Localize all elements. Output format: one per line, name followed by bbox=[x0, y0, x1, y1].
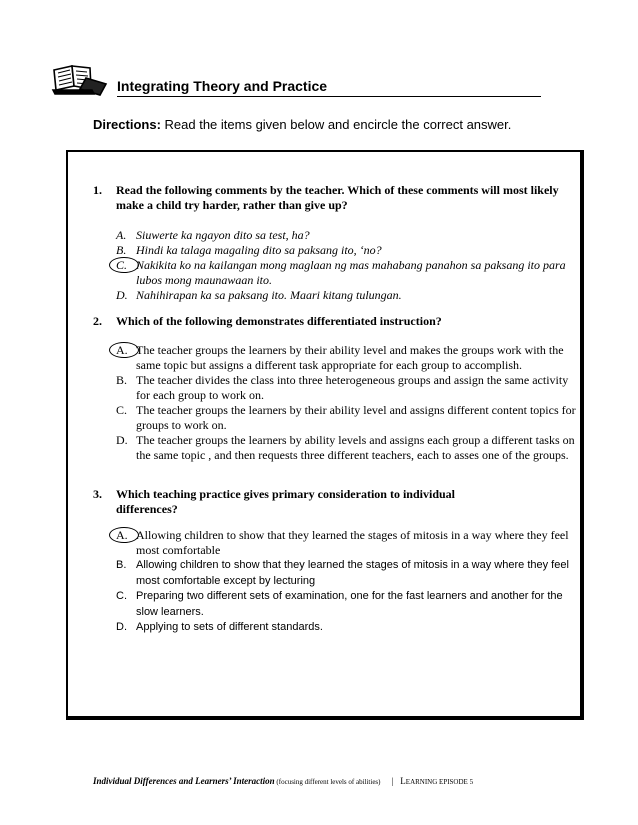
option-text: Siuwerte ka ngayon dito sa test, ha? bbox=[136, 228, 310, 242]
option-b[interactable] bbox=[116, 558, 582, 589]
option-letter: B. bbox=[116, 559, 127, 571]
question-3-options bbox=[116, 528, 582, 636]
question-text: Read the following comments by the teacher. Which of these comments will most likely make a child try harder, rather than give up? bbox=[116, 183, 559, 212]
question-number: 1. bbox=[93, 183, 102, 197]
question-1-options bbox=[116, 228, 582, 303]
option-c[interactable] bbox=[116, 258, 582, 288]
option-a[interactable] bbox=[116, 343, 582, 373]
footer-separator: | bbox=[391, 776, 394, 786]
option-letter: D. bbox=[116, 621, 127, 633]
option-text: The teacher groups the learners by their ability level and makes the groups work with the same topic but assigns a different task appropriate for each group to accomplish. bbox=[136, 343, 564, 372]
footer bbox=[93, 776, 473, 788]
option-letter: A. bbox=[116, 228, 127, 242]
option-text: The teacher groups the learners by their ability level and assigns different content topics for groups to work on. bbox=[136, 403, 576, 432]
question-2-options bbox=[116, 343, 582, 463]
option-c[interactable] bbox=[116, 589, 582, 620]
question-number: 3. bbox=[93, 487, 102, 501]
option-letter: B. bbox=[116, 373, 128, 387]
option-letter: A. bbox=[116, 343, 128, 357]
question-number: 2. bbox=[93, 314, 102, 328]
option-letter: D. bbox=[116, 433, 128, 447]
page-title: Integrating Theory and Practice bbox=[117, 78, 541, 97]
option-letter: C. bbox=[116, 258, 128, 272]
option-text: Nahihirapan ka sa paksang ito. Maari kitang tulungan. bbox=[136, 288, 402, 302]
option-text: The teacher divides the class into three heterogeneous groups and assign the same activity for each group to work on. bbox=[136, 373, 569, 402]
question-text: Which of the following demonstrates differentiated instruction? bbox=[116, 314, 442, 328]
option-d[interactable] bbox=[116, 288, 582, 303]
directions-label: Directions: bbox=[93, 117, 161, 132]
option-letter: C. bbox=[116, 590, 127, 602]
option-letter: D. bbox=[116, 288, 128, 302]
question-3 bbox=[93, 487, 496, 517]
question-text: Which teaching practice gives primary consideration to individual differences? bbox=[116, 487, 455, 516]
option-text: Preparing two different sets of examination, one for the fast learners and another for the slow learners. bbox=[136, 590, 563, 618]
option-a[interactable] bbox=[116, 228, 582, 243]
footer-title: Individual Differences and Learners’ Interaction bbox=[93, 776, 275, 786]
footer-subtitle: (focusing different levels of abilities) bbox=[274, 778, 381, 786]
footer-episode-initial: L bbox=[400, 776, 406, 786]
footer-episode-rest: EARNING EPISODE 5 bbox=[405, 778, 474, 786]
option-letter: B. bbox=[116, 243, 127, 257]
option-text: Nakikita ko na kailangan mong maglaan ng mas mahabang panahon sa paksang ito para lubos mong maunawaan ito. bbox=[136, 258, 566, 287]
option-text: Allowing children to show that they learned the stages of mitosis in a way where they feel most comfortable except by lecturing bbox=[136, 559, 569, 587]
option-a[interactable] bbox=[116, 528, 582, 558]
option-text: Applying to sets of different standards. bbox=[136, 621, 323, 633]
option-letter: A. bbox=[116, 528, 128, 542]
option-letter: C. bbox=[116, 403, 128, 417]
option-text: Allowing children to show that they learned the stages of mitosis in a way where they feel most comfortable bbox=[136, 528, 569, 557]
option-text: Hindi ka talaga magaling dito sa paksang ito, ‘no? bbox=[136, 243, 382, 257]
directions-text: Read the items given below and encircle the correct answer. bbox=[160, 117, 512, 132]
footer-episode bbox=[400, 778, 473, 786]
option-d[interactable] bbox=[116, 620, 582, 636]
option-b[interactable] bbox=[116, 373, 582, 403]
directions bbox=[93, 117, 511, 133]
option-d[interactable] bbox=[116, 433, 582, 463]
question-1 bbox=[93, 183, 581, 213]
books-icon bbox=[50, 62, 112, 98]
option-text: The teacher groups the learners by ability levels and assigns each group a different tasks on the same topic , and then requests three different teachers, each to asses one of the groups. bbox=[136, 433, 575, 462]
option-c[interactable] bbox=[116, 403, 582, 433]
option-b[interactable] bbox=[116, 243, 582, 258]
question-2 bbox=[93, 314, 581, 329]
